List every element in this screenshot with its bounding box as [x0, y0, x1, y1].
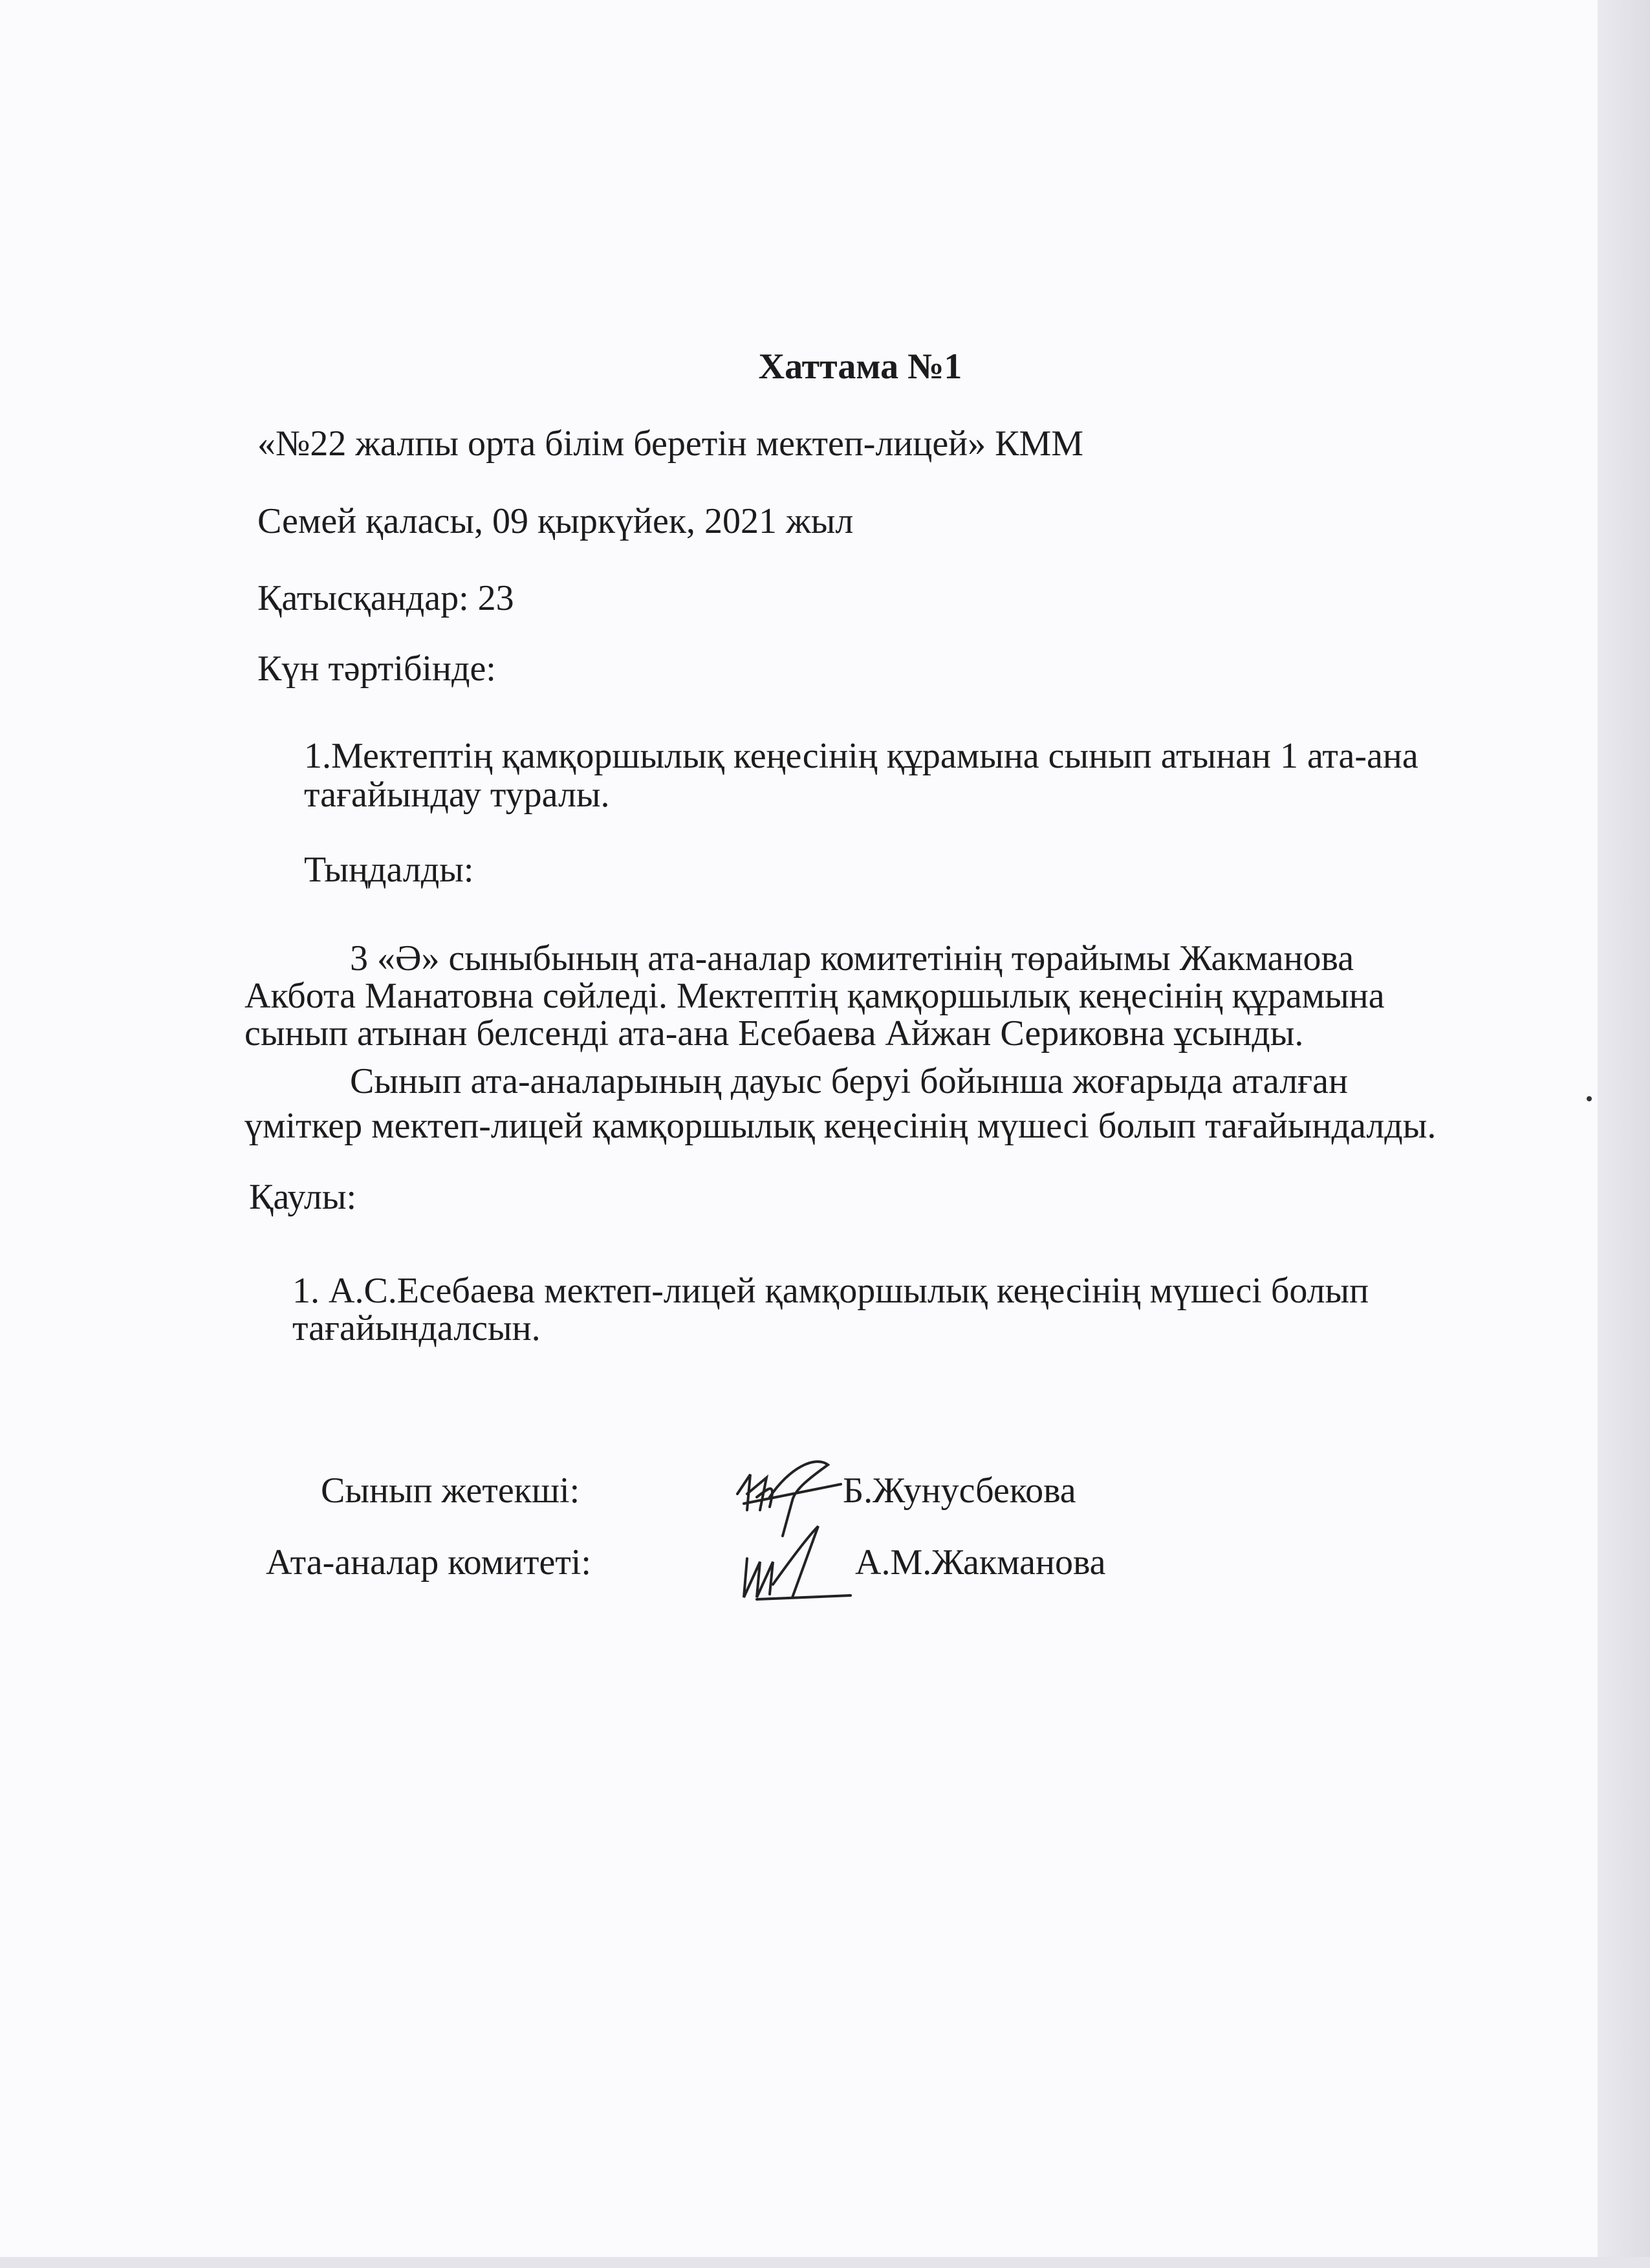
heard-heading: Тыңдалды:: [304, 850, 474, 890]
scan-edge-right: [1598, 0, 1650, 2268]
participants: Қатысқандар: 23: [257, 578, 514, 618]
signature-role: Ата-аналар комитеті:: [266, 1542, 591, 1582]
heard-line: үміткер мектеп-лицей қамқоршылық кеңесінің мүшесі болып тағайындалды.: [244, 1106, 1437, 1146]
signature-name: Б.Жунусбекова: [843, 1471, 1076, 1511]
agenda-item-1-cont: тағайындау туралы.: [304, 775, 610, 815]
heard-line: сынып атынан белсенді ата-ана Есебаева Айжан Сериковна ұсынды.: [244, 1013, 1304, 1053]
heard-line: Акбота Манатовна сөйледі. Мектептің қамқоршылық кеңесінің құрамына: [244, 976, 1385, 1016]
scan-speck: [1587, 1096, 1592, 1101]
document-title: Хаттама №1: [758, 347, 962, 387]
scan-edge-bottom: [0, 2257, 1650, 2268]
resolution-item-1-cont: тағайындалсын.: [292, 1308, 541, 1348]
heard-line: Сынып ата-аналарының дауыс беруі бойынша жоғарыда аталған: [350, 1061, 1348, 1101]
resolution-heading: Қаулы:: [249, 1177, 357, 1217]
signature-name: А.М.Жакманова: [855, 1542, 1106, 1582]
heard-line: 3 «Ә» сыныбының ата-аналар комитетінің төрайымы Жакманова: [350, 938, 1354, 978]
agenda-item-1: 1.Мектептің қамқоршылық кеңесінің құрамына сынып атынан 1 ата-ана: [304, 736, 1418, 776]
agenda-heading: Күн тәртібінде:: [257, 649, 496, 689]
signature-role: Сынып жетекші:: [321, 1471, 580, 1511]
resolution-item-1: 1. А.С.Есебаева мектеп-лицей қамқоршылық кеңесінің мүшесі болып: [292, 1271, 1369, 1311]
handwritten-signature-2: [737, 1523, 854, 1607]
place-date: Семей қаласы, 09 қыркүйек, 2021 жыл: [257, 501, 854, 541]
organization: «№22 жалпы орта білім беретін мектеп-лицей» КММ: [257, 424, 1084, 464]
